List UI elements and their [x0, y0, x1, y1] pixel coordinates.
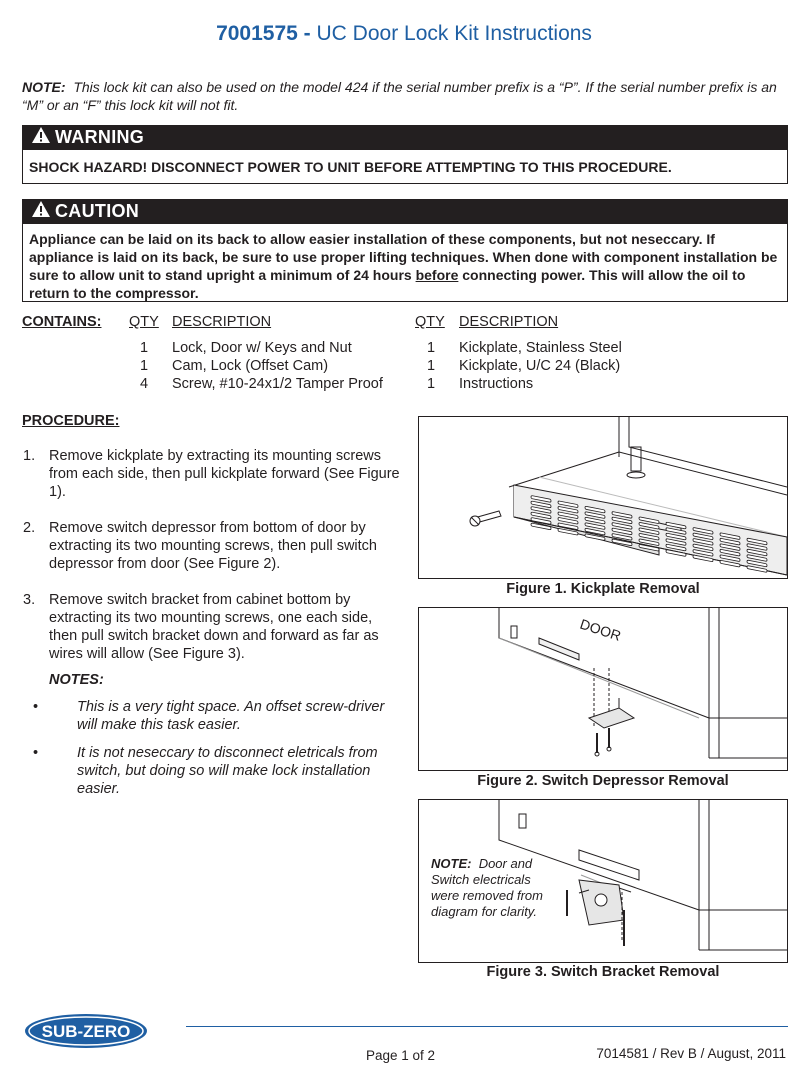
caution-text-before: Appliance can be laid on its back to allow easier installation of these components, but not neseccary. If appliance is laid on its back, be sure to use proper lifting techniques. When done with component installation be sure to allow unit to stand upright a minimum of 24 hours	[29, 231, 778, 283]
figure-3-caption: Figure 3. Switch Bracket Removal	[486, 964, 720, 980]
figure-3-note-text: Door and Switch electricals were removed from diagram for clarity.	[431, 856, 543, 919]
step-number: 1.	[23, 448, 36, 464]
part-qty: 1	[140, 340, 149, 356]
kickplate-illustration	[419, 417, 788, 579]
caution-banner	[22, 199, 788, 224]
part-qty: 4	[140, 376, 149, 392]
part-qty: 1	[427, 340, 436, 356]
document-reference: 7014581 / Rev B / August, 2011	[596, 1046, 786, 1061]
page-number: Page 1 of 2	[366, 1048, 436, 1063]
part-desc: Instructions	[459, 376, 534, 392]
caution-text-after: connecting power. This will allow the oil to return to the compressor.	[29, 267, 746, 301]
part-qty: 1	[140, 358, 149, 374]
bullet-icon: •	[33, 745, 39, 761]
note-item	[22, 744, 402, 798]
part-desc: Lock, Door w/ Keys and Nut	[172, 340, 352, 356]
figure-3-note-label: NOTE:	[431, 856, 472, 871]
figure-3-switch-bracket	[418, 799, 788, 963]
bullet-icon: •	[33, 699, 39, 715]
part-desc: Cam, Lock (Offset Cam)	[172, 358, 329, 374]
logo-text: SUB-ZERO	[41, 1022, 131, 1041]
figure-1-caption: Figure 1. Kickplate Removal	[506, 581, 700, 597]
caution-triangle-icon	[31, 200, 51, 223]
warning-heading: WARNING	[55, 127, 145, 147]
warning-triangle-icon	[31, 126, 51, 149]
step-number: 2.	[23, 520, 36, 536]
figure-3-note	[431, 856, 561, 920]
desc-header-right: DESCRIPTION	[459, 314, 559, 330]
note-item	[22, 698, 402, 734]
caution-emphasis: before	[415, 267, 459, 283]
sub-zero-logo	[24, 1012, 158, 1050]
page-title	[0, 22, 808, 46]
figure-1-kickplate	[418, 416, 788, 579]
warning-text: SHOCK HAZARD! DISCONNECT POWER TO UNIT BEFORE ATTEMPTING TO THIS PROCEDURE.	[29, 159, 672, 175]
caution-body	[22, 224, 788, 302]
part-desc: Kickplate, Stainless Steel	[459, 340, 622, 356]
step-text: Remove kickplate by extracting its mounting screws from each side, then pull kickplate forward (See Figure 1).	[49, 448, 400, 500]
procedure-steps	[22, 447, 402, 808]
kit-number: 7001575 -	[216, 22, 311, 45]
switch-depressor-illustration	[419, 608, 788, 771]
warning-banner	[22, 125, 788, 150]
part-desc: Screw, #10-24x1/2 Tamper Proof	[172, 376, 383, 392]
footer-divider	[186, 1026, 788, 1027]
part-qty: 1	[427, 376, 436, 392]
procedure-step	[22, 591, 402, 663]
notes-title: NOTES:	[49, 672, 104, 688]
desc-header-left: DESCRIPTION	[172, 314, 272, 330]
procedure-step	[22, 519, 402, 573]
figure-2-caption: Figure 2. Switch Depressor Removal	[477, 773, 729, 789]
step-number: 3.	[23, 592, 36, 608]
qty-header-left: QTY	[129, 314, 159, 330]
note-text: It is not neseccary to disconnect eletricals from switch, but doing so will make lock installation easier.	[77, 745, 378, 797]
warning-body	[22, 150, 788, 184]
intro-note-label: NOTE:	[22, 79, 66, 95]
step-text: Remove switch depressor from bottom of door by extracting its two mounting screws, then pull switch depressor from door (See Figure 2).	[49, 520, 377, 572]
intro-note	[22, 78, 788, 114]
intro-note-text: This lock kit can also be used on the model 424 if the serial number prefix is a “P”. If the serial number prefix is an “M” or an “F” this lock kit will not fit.	[22, 79, 777, 113]
part-desc: Kickplate, U/C 24 (Black)	[459, 358, 621, 374]
part-qty: 1	[427, 358, 436, 374]
figure-2-switch-depressor	[418, 607, 788, 771]
step-text: Remove switch bracket from cabinet bottom by extracting its two mounting screws, one each side, then pull switch bracket down and forward as far as wires will allow (See Figure 3).	[49, 592, 379, 662]
door-label: DOOR	[578, 615, 623, 644]
procedure-step	[22, 447, 402, 501]
kit-title: UC Door Lock Kit Instructions	[316, 22, 592, 45]
procedure-title: PROCEDURE:	[22, 413, 120, 429]
note-text: This is a very tight space. An offset screw-driver will make this task easier.	[77, 699, 385, 733]
caution-heading: CAUTION	[55, 201, 140, 221]
contains-label: CONTAINS:	[22, 314, 102, 330]
qty-header-right: QTY	[415, 314, 445, 330]
